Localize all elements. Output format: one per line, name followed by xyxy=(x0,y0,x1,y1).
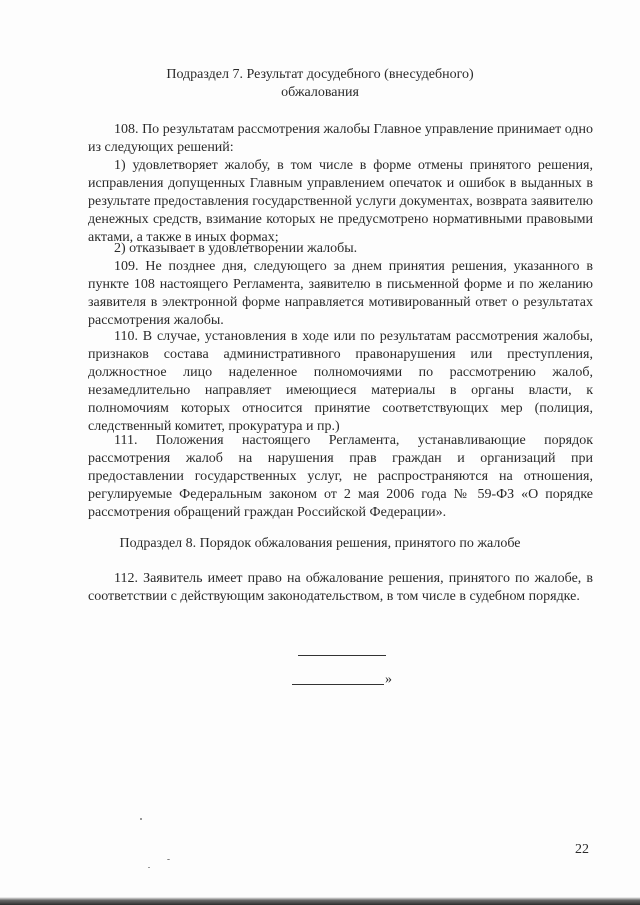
paragraph-108: 108. По результатам рассмотрения жалобы Главное управление принимает одно из следующих решений: xyxy=(88,122,593,155)
signature-line xyxy=(298,655,386,656)
subsection-7-title-line2: обжалования xyxy=(281,85,359,100)
paragraph-108-item-1: 1) удовлетворяет жалобу, в том числе в форме отмены принятого решения, исправления допущенных Главным управлением опечаток и ошибок в выданных в результате предоставления государственной услуги документах, возврата заявителю денежных средств, взимание которых не предусмотрено нормативными правовыми актами, а также в иных формах; xyxy=(88,158,593,245)
scan-edge-shadow xyxy=(0,897,640,905)
paragraph-112: 112. Заявитель имеет право на обжалование решения, принятого по жалобе, в соответствии с действующим законодательством, в том числе в судебном порядке. xyxy=(88,571,593,604)
subsection-7-title-line1: Подраздел 7. Результат досудебного (внесудебного) xyxy=(166,67,474,82)
date-line xyxy=(292,684,384,685)
subsection-8-heading: Подраздел 8. Порядок обжалования решения, принятого по жалобе xyxy=(119,536,521,551)
paragraph-111: 111. Положения настоящего Регламента, устанавливающие порядок рассмотрения жалоб на нарушения прав граждан и организаций при предоставлении государственных услуг, не распространяются на отношения, регулируемые Федеральным законом от 2 мая 2006 года № 59-ФЗ «О порядке рассмотрения обращений граждан Российской Федерации». xyxy=(88,433,593,520)
scan-speck xyxy=(167,859,170,860)
subsection-7-heading xyxy=(60,66,580,102)
paragraph-108-item-2: 2) отказывает в удовлетворении жалобы. xyxy=(114,241,358,256)
scan-speck xyxy=(140,818,142,820)
paragraph-110: 110. В случае, установления в ходе или по результатам рассмотрения жалобы, признаков состава административного правонарушения или преступления, должностное лицо наделенное полномочиями по рассмотрению жалоб, незамедлительно направляет имеющиеся материалы в органы власти, к полномочиям которых относится принятие соответствующих мер (полиция, следственный комитет, прокуратура и пр.) xyxy=(88,329,593,434)
page-number: 22 xyxy=(575,842,589,857)
scan-speck xyxy=(148,867,150,868)
paragraph-109: 109. Не позднее дня, следующего за днем принятия решения, указанного в пункте 108 настоящего Регламента, заявителю в письменной форме и по желанию заявителя в электронной форме направляется мотивированный ответ о результатах рассмотрения жалобы. xyxy=(88,259,593,328)
closing-quote: » xyxy=(385,672,392,687)
